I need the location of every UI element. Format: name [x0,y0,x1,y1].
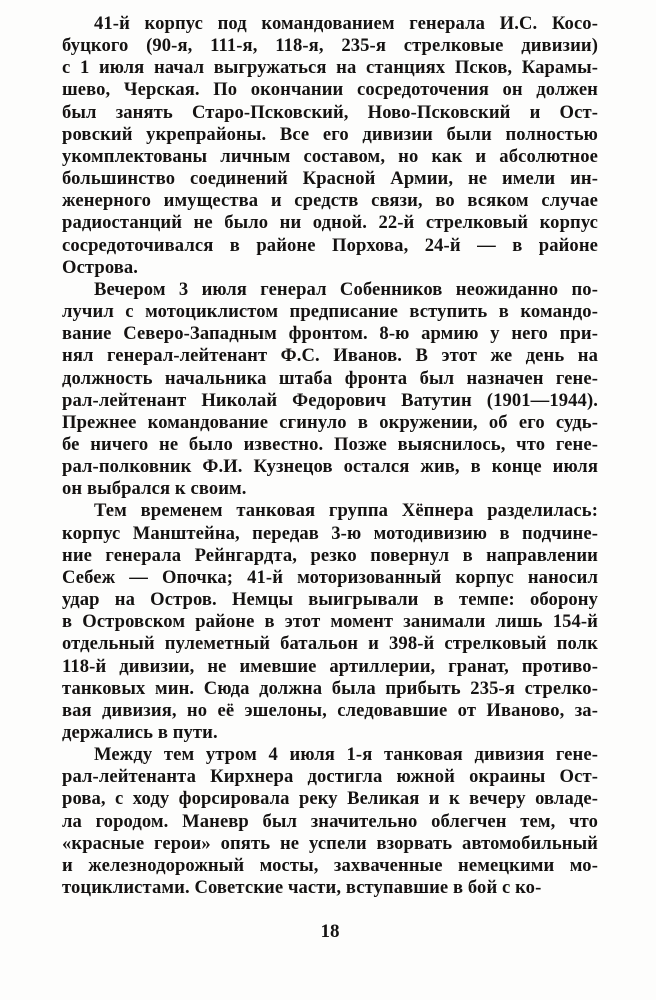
text-line: Между тем утром 4 июля 1-я танковая дивизия гене- [94,744,598,766]
text-line: ла городом. Маневр был значительно облегчен тем, что [62,810,598,832]
text-line: ние генерала Рейнгардта, резко повернул в направлении [62,544,598,566]
text-line: Прежнее командование сгинуло в окружении, об его судь- [62,411,598,433]
paragraph [62,744,598,899]
text-line: радиостанций не было ни одной. 22-й стрелковый корпус [62,212,598,234]
text-line: женерного имущества и средств связи, во всяком случае [62,190,598,212]
text-line: держались в пути. [62,722,218,743]
text-line: в Островском районе в этот момент занимали лишь 154-й [62,611,598,633]
text-line: Острова. [62,256,139,278]
text-line: корпус Манштейна, передав 3-ю мотодивизию в подчине- [62,522,598,544]
text-line: укомплектованы личным составом, но как и абсолютное [62,145,598,167]
text-line: 41-й корпус под командованием генерала И.С. Косо- [94,13,598,34]
text-line: Вечером 3 июля генерал Собенников неожиданно по- [94,278,598,300]
text-line: вая дивизия, но её эшелоны, следовавшие от Иваново, за- [62,699,598,721]
text-line: шево, Черская. По окончании сосредоточения он должен [62,79,598,101]
text-line: 118-й дивизии, не имевшие артиллерии, гранат, противо- [62,655,598,677]
text-line: буцкого (90-я, 111-я, 118-я, 235-я стрелковые дивизии) [62,35,598,57]
text-line: рал-лейтенанта Кирхнера достигла южной окраины Ост- [62,766,598,788]
text-line: большинство соединений Красной Армии, не имели ин- [62,168,598,190]
text-line: должность начальника штаба фронта был назначен гене- [62,367,598,389]
text-line: бе ничего не было известно. Позже выяснилось, что гене- [62,433,598,455]
text-line: Тем временем танковая группа Хёпнера разделилась: [94,500,598,522]
text-line: лучил с мотоциклистом предписание вступить в командо- [62,301,598,323]
text-line: сосредоточивался в районе Порхова, 24-й — в районе [62,234,598,256]
text-line: рова, с ходу форсировала реку Великая и к вечеру овладе- [62,788,598,810]
text-line: отдельный пулеметный батальон и 398-й стрелковый полк [62,633,598,655]
text-line: «красные герои» опять не успели взорвать автомобильный [62,832,598,854]
paragraph [62,279,598,501]
text-line: рал-лейтенант Николай Федорович Ватутин (1901—1944). [62,389,598,411]
text-line: он выбрался к своим. [62,478,247,500]
text-line: был занять Старо-Псковский, Ново-Псковский и Ост- [62,101,598,123]
text-line: нял генерал-лейтенант Ф.С. Иванов. В этот же день на [62,345,598,367]
text-line: тоциклистами. Советские части, вступавшие в бой с ко- [62,877,542,899]
text-line: вание Северо-Западным фронтом. 8-ю армию у него при- [62,323,598,345]
text-line: с 1 июля начал выгружаться на станциях Псков, Карамы- [62,57,598,79]
text-line: Себеж — Опочка; 41-й моторизованный корпус наносил [62,566,598,588]
paragraph [62,13,598,279]
text-line: рал-полковник Ф.И. Кузнецов остался жив, в конце июля [62,456,598,478]
text-line: удар на Остров. Немцы выигрывали в темпе: оборону [62,589,598,611]
text-block [62,13,598,899]
text-line: ровский укрепрайоны. Все его дивизии были полностью [62,123,598,145]
text-line: танковых мин. Сюда должна была прибыть 235-я стрелко- [62,677,598,699]
text-line: и железнодорожный мосты, захваченные немецкими мо- [62,854,598,876]
page-number: 18 [320,921,340,942]
paragraph [62,500,598,744]
